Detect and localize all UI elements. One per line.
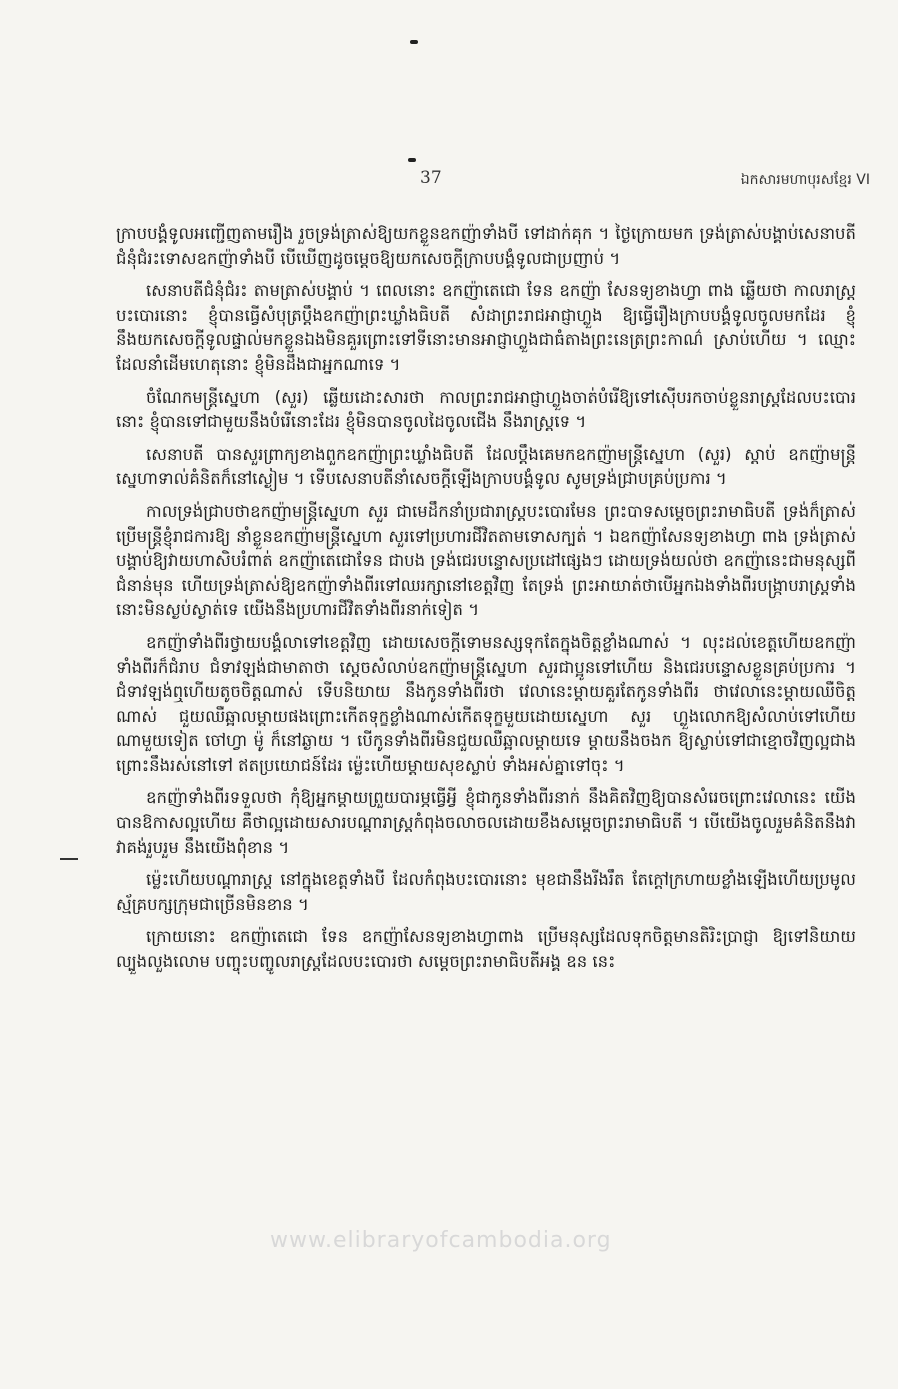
paragraph: ឧកញ៉ាទាំងពីរថ្វាយបង្គំលាទៅខេត្តវិញ ដោយសេចក្តីទោមនស្សទុកតែក្នុងចិត្តខ្លាំងណាស់ ។ លុះដល់ខេត្តហើយឧកញ៉ាទាំងពីរក៏ជំរាប ជំទាវឡង់ជាមាតាថា ស្តេចសំលាប់ឧកញ៉ាមន្ត្រីស្នេហា សួរជាប្អូនទៅហើយ និងជេរបន្ទោសខ្លួនគ្រប់ប្រការ ។ ជំទាវឡង់ឮហើយតូចចិត្តណាស់ ទើបនិយាយ នឹងកូនទាំងពីរថា វេលានេះម្តាយគួរតែកូនទាំងពីរ ថាវេលានេះម្តាយឈឺចិត្តណាស់ ជួយឈឺឆ្អាលម្តាយផងព្រោះកើតទុក្ខខ្លាំងណាស់កើតទុក្ខមួយដោយស្នេហា សួរ ហ្លួងលោកឱ្យសំលាប់ទៅហើយ ណាមួយទៀត ចៅហ្វា ម៉ូ ក៏នៅឆ្ងាយ ។ បើកូនទាំងពីរមិនជួយឈឺឆ្អាលម្តាយទេ ម្តាយនឹងចងក ឱ្យស្លាប់ទៅជាខ្មោចវិញល្អជាង ព្រោះនឹងរស់នៅទៅ ឥតប្រយោជន៍ដែរ ម្ល៉េះហើយម្តាយសុខស្លាប់ ទាំងអស់គ្នាទៅចុះ ។ (116, 632, 856, 775)
body-text (116, 222, 856, 983)
paragraph: ម្ល៉េះហើយបណ្តារាស្ត្រ នៅក្នុងខេត្តទាំងបី ដែលកំពុងបះបោរនោះ មុខជានឹងរីងរឹត តែក្តៅក្រហាយខ្លាំងឡើងហើយប្រមូលស្ម័គ្របក្សក្រុមជាច្រើនមិនខាន ។ (116, 870, 856, 914)
paragraph: កាលទ្រង់ជ្រាបថាឧកញ៉ាមន្ត្រីស្នេហា សួរ ជាមេដឹកនាំប្រជារាស្ត្របះបោរមែន ព្រះបាទសម្តេចព្រះរាមាធិបតី ទ្រង់ក៏ត្រាស់ប្រើមន្ត្រីខ្ញុំរាជការឱ្យ នាំខ្លួនឧកញ៉ាមន្ត្រីស្នេហា សួរទៅប្រហារជីវិតតាមទោសក្បត់ ។ ឯឧកញ៉ាសែនទ្យខាងហ្វា ពាង ទ្រង់ត្រាស់បង្គាប់ឱ្យវាយហាសិបរំពាត់ ឧកញ៉ាតេជោទែន ជាបង ទ្រង់ជេរបន្ទោសប្រដៅផ្សេងៗ ដោយទ្រង់យល់ថា ឧកញ៉ានេះជាមនុស្សពីជំនាន់មុន ហើយទ្រង់ត្រាស់ឱ្យឧកញ៉ាទាំងពីរទៅឈរក្សានៅខេត្តវិញ តែទ្រង់ ព្រះអាយាត់ថាបើអ្នកឯងទាំងពីរបង្ក្រាបរាស្ត្រទាំងនោះមិនស្ងប់ស្ងាត់ទេ យើងនឹងប្រហារជីវិតទាំងពីរនាក់ទៀត ។ (116, 501, 856, 620)
paragraph: ក្រាបបង្គំទូលអញ្ជើញតាមរឿង រួចទ្រង់ត្រាស់ឱ្យយកខ្លួនឧកញ៉ាទាំងបី ទៅដាក់គុក ។ ថ្ងៃក្រោយមក ទ្រង់ត្រាស់បង្គាប់សេនាបតី ជំនុំជំរះទោសឧកញ៉ាទាំងបី បើឃើញដូចម្តេចឱ្យយកសេចក្តីក្រាបបង្គំទូលជាប្រញាប់ ។ (116, 224, 856, 268)
paragraph: ចំណែកមន្ត្រីស្នេហា (សួរ) ឆ្លើយដោះសារថា កាលព្រះរាជអាជ្ញាហ្លួងចាត់បំរើឱ្យទៅស៊ើបរកចាប់ខ្លួនរាស្ត្រដែលបះបោរនោះ ខ្ញុំបានទៅជាមួយនឹងបំរើនោះដែរ ខ្ញុំមិនបានចូលដៃចូលជើង នឹងរាស្ត្រទេ ។ (116, 387, 856, 432)
page-number: 37 (420, 168, 442, 188)
watermark: www.elibraryofcambodia.org (270, 1228, 612, 1253)
scan-speck (410, 40, 418, 44)
paragraph: សេនាបតីជំនុំជំរះ តាមត្រាស់បង្គាប់ ។ ពេលនោះ ឧកញ៉ាតេជោ ទែន ឧកញ៉ា សែនទ្យខាងហ្វា ពាង ឆ្លើយថា កាលរាស្ត្របះបោរនោះ ខ្ញុំបានធ្វើសំបុត្រប្តឹងឧកញ៉ាព្រះឃ្លាំងធិបតី សំដាព្រះរាជអាជ្ញាហ្លួង ឱ្យធ្វើរឿងក្រាបបង្គំទូលចូលមកដែរ ខ្ញុំនឹងយកសេចក្តីទូលផ្ទាល់មកខ្លួនឯងមិនគួរព្រោះទៅទីនោះមានអាជ្ញាហ្លួងជាធំតាងព្រះនេត្រព្រះកាណ៌ ស្រាប់ហើយ ។ ឈ្មោះដែលនាំដើមហេតុនោះ ខ្ញុំមិនដឹងជាអ្នកណាទេ ។ (116, 281, 856, 374)
page-header (0, 168, 898, 192)
paragraph: ក្រោយនោះ ឧកញ៉ាតេជោ ទែន ឧកញ៉ាសែនទ្យខាងហ្វាពាង ប្រើមនុស្សដែលទុកចិត្តមានតិរិះប្រាជ្ញា ឱ្យទៅនិយាយល្បួងលួងលោម បញ្ចុះបញ្ចូលរាស្ត្រដែលបះបោរថា សម្តេចព្រះរាមាធិបតីអង្គ ឧន នេះ (116, 927, 856, 972)
margin-dash (60, 858, 78, 860)
paragraph: សេនាបតី បានសួរព្រាក្យខាងពួកឧកញ៉ាព្រះឃ្លាំងធិបតី ដែលប្តឹងគេមកឧកញ៉ាមន្ត្រីស្នេហា (សួរ) ស្តាប់ ឧកញ៉ាមន្ត្រីស្នេហាទាល់គំនិតក៏នៅស្ងៀម ។ ទើបសេនាបតីនាំសេចក្តីឡើងក្រាបបង្គំទូល សូមទ្រង់ជ្រាបគ្រប់ប្រការ ។ (116, 444, 856, 489)
running-title: ឯកសារមហាបុរសខ្មែរ VI (740, 172, 870, 188)
scan-speck (408, 158, 416, 162)
paragraph: ឧកញ៉ាទាំងពីរទទួលថា កុំឱ្យអ្នកម្តាយព្រួយបារម្ភធ្វើអ្វី ខ្ញុំជាកូនទាំងពីរនាក់ នឹងគិតវិញឱ្យបានសំរេចព្រោះវេលានេះ យើងបានឱកាសល្អហើយ គឺថាល្អដោយសារបណ្តារាស្ត្រកំពុងចលាចលដោយខឹងសម្តេចព្រះរាមាធិបតី ។ បើយើងចូលរួមគំនិតនឹងវា វាគង់រួបរួម នឹងយើងពុំខាន ។ (116, 788, 856, 857)
